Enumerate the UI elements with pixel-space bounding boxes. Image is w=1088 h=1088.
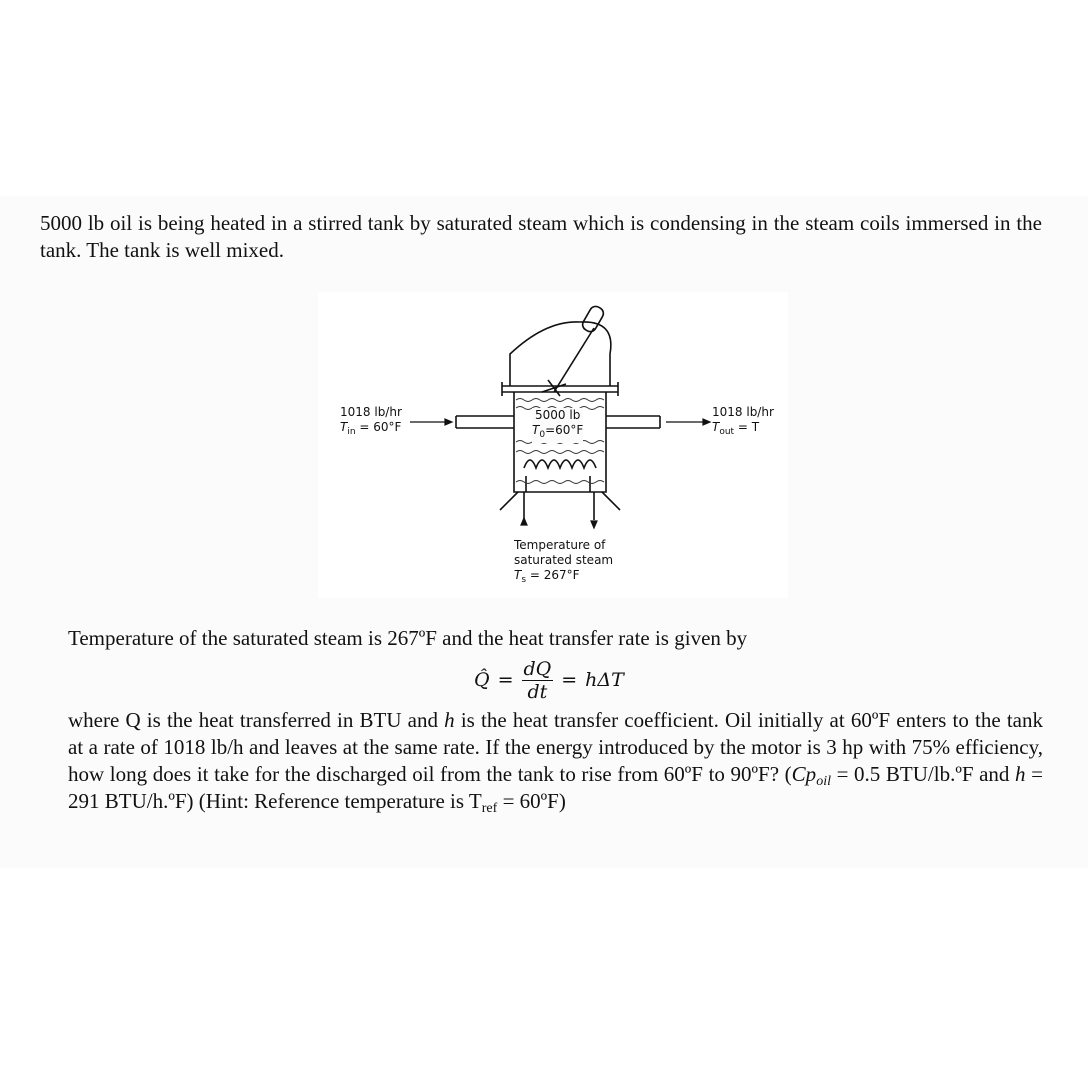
outlet-temp-sub: out: [719, 427, 735, 437]
cp-subscript: oil: [816, 774, 831, 789]
steam-temp-sub: s: [521, 575, 527, 585]
equation-rhs: hΔT: [585, 669, 624, 691]
equation-numerator: dQ: [523, 657, 552, 680]
body-part-2: is the heat transfer coefficient. Oil initially at 60ºF enters to the tank at a rate of 1018 lb/h and leaves at the same rate. If the energy introduced by the motor is 3 hp with 75% efficiency, how long does it take for the discharged oil from the tank to rise from 60ºF to 90ºF? (: [68, 708, 1043, 786]
body-part-5: = 60ºF): [497, 789, 566, 813]
problem-body: [68, 707, 1043, 815]
outlet-label: [712, 405, 774, 440]
steam-out-arrow: [591, 521, 597, 528]
statement-text: Temperature of the saturated steam is 267ºF and the heat transfer rate is given by: [68, 626, 748, 650]
heat-rate-equation: [474, 652, 624, 708]
steam-temp-symbol: T: [514, 568, 522, 582]
equation-denominator: dt: [527, 680, 548, 703]
tank-temp-value: =60°F: [545, 423, 584, 437]
cp-symbol: Cp: [791, 762, 817, 786]
inlet-temp-value: = 60°F: [355, 420, 402, 434]
outlet-rate: 1018 lb/hr: [712, 405, 774, 419]
stirrer-shaft: [554, 328, 594, 392]
tank-temp-symbol: T: [532, 423, 540, 437]
intro-paragraph: 5000 lb oil is being heated in a stirred tank by saturated steam which is condensing in the steam coils immersed in the tank. The tank is well mixed.: [40, 211, 1042, 262]
steam-caption: [514, 538, 613, 588]
equation-equals-2: =: [561, 669, 578, 691]
steam-in-arrow: [521, 518, 527, 525]
stirrer-blade: [542, 380, 566, 396]
inlet-temp-sub: in: [347, 427, 356, 437]
stirred-tank-diagram: [318, 292, 788, 598]
steam-caption-line1: Temperature of: [514, 538, 606, 552]
steam-temp-value: = 267°F: [526, 568, 580, 582]
body-part-1: where Q is the heat transferred in BTU and: [68, 708, 445, 732]
h-symbol-1: h: [444, 708, 455, 732]
steam-caption-line2: saturated steam: [514, 553, 614, 567]
tank-temp-sub: 0: [539, 430, 546, 440]
equation-equals-1: =: [497, 669, 514, 691]
steam-coil: [524, 460, 596, 468]
tref-subscript: ref: [481, 801, 498, 816]
outlet-temp-symbol: T: [712, 420, 720, 434]
tank-contents-label: [532, 408, 583, 443]
equation-fraction: [522, 658, 554, 703]
outlet-temp-value: = T: [734, 420, 760, 434]
tank-legs: [500, 492, 620, 510]
body-part-4: = 291 BTU/h.ºF) (Hint: Reference temperature is T: [68, 762, 1044, 813]
tank-dome: [510, 322, 611, 386]
tank-mass: 5000 lb: [535, 408, 581, 422]
inlet-temp-symbol: T: [340, 420, 348, 434]
inlet-rate: 1018 lb/hr: [340, 405, 402, 419]
body-part-3: = 0.5 BTU/lb.ºF and: [830, 762, 1016, 786]
h-symbol-2: h: [1015, 762, 1026, 786]
equation-lhs: Q̂: [474, 669, 490, 691]
inlet-label: [340, 405, 402, 440]
